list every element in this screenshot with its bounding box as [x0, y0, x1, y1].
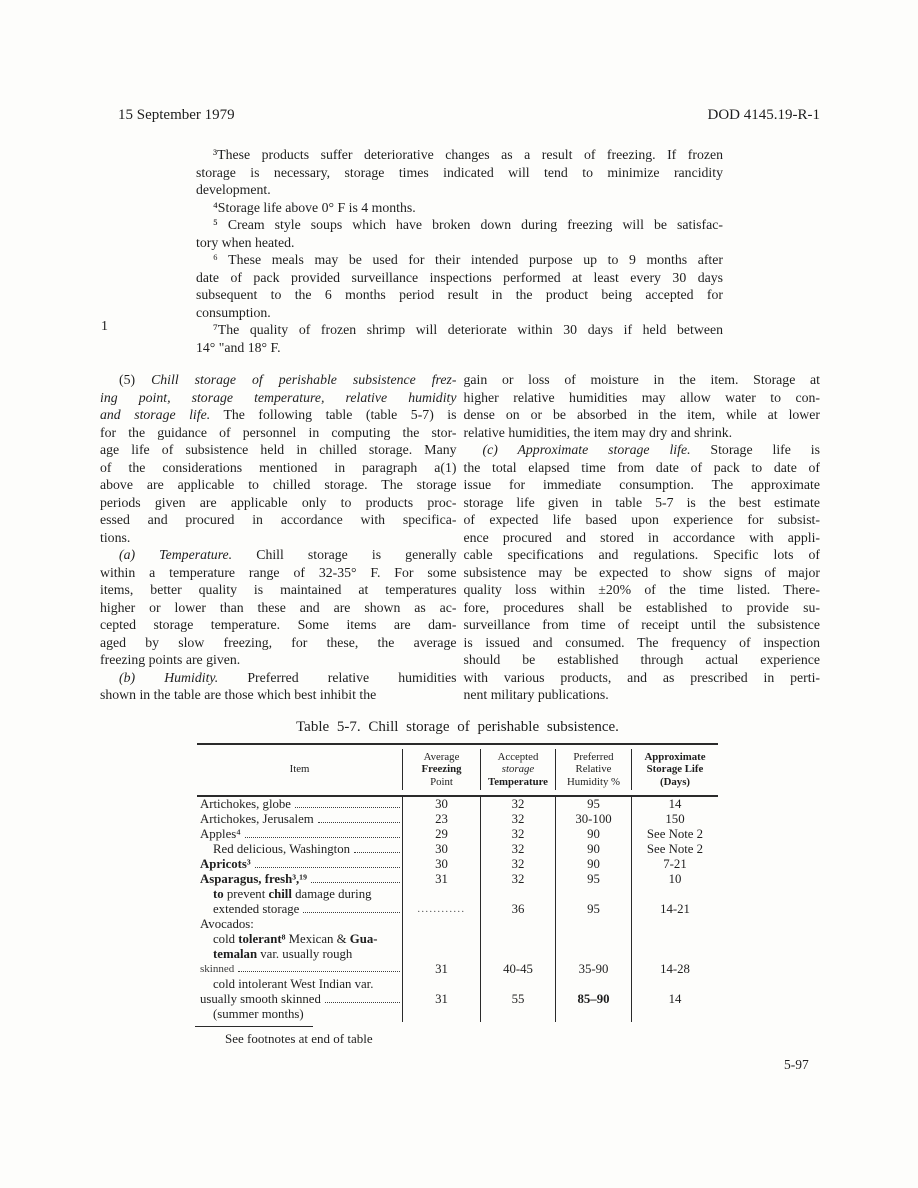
- table-section: [197, 719, 718, 1047]
- table-body: [197, 797, 718, 1022]
- item-text: skinned: [200, 963, 235, 975]
- text-line: storage is necessary, storage times indicated will tend to minimize rancidity: [196, 164, 723, 180]
- value-cell: [480, 812, 555, 827]
- value-text: 35-90: [578, 962, 609, 976]
- item-cell: [197, 857, 402, 872]
- value-cell: [631, 827, 718, 842]
- text-line: should be established through actual experience: [463, 652, 820, 667]
- column-left: [100, 371, 457, 704]
- item-cell: [197, 887, 402, 917]
- item-cell: [197, 812, 402, 827]
- header-line: Storage Life: [646, 763, 704, 776]
- table-footnote-rule: [195, 1026, 313, 1027]
- text-line: ³These products suffer deteriorative changes as a result of freezing. If frozen: [213, 147, 723, 162]
- table-row: [197, 887, 718, 917]
- value-cell: [402, 842, 480, 857]
- item-cell: [197, 827, 402, 842]
- text-line: age life of subsistence held in chilled storage. Many: [100, 442, 457, 457]
- text-line: for the guidance of personnel in computing the stor-: [100, 424, 457, 440]
- item-text: Apricots³: [200, 857, 251, 871]
- text-line: (5) Chill storage of perishable subsistence frez-: [119, 372, 457, 387]
- text-line: items, better quality is maintained at temperatures: [100, 582, 457, 597]
- page-header: [118, 107, 820, 124]
- value-text: 32: [511, 842, 525, 856]
- header-cell: [555, 749, 631, 790]
- footnote-item: [196, 146, 723, 199]
- text-line: subsequent to the 6 months period result in the product being accepted for: [196, 287, 723, 302]
- value-text: 95: [587, 872, 600, 886]
- table-row: [197, 917, 718, 932]
- item-text: Apples⁴: [200, 827, 241, 841]
- item-line: [200, 992, 401, 1007]
- item-line: [200, 857, 401, 872]
- item-line: [200, 932, 401, 947]
- value-text: 150: [665, 812, 685, 826]
- dot-leader: [255, 867, 400, 868]
- dot-leader: [325, 1002, 400, 1003]
- value-cell: [555, 842, 631, 857]
- value-text: 32: [511, 797, 525, 811]
- value-text: 31: [435, 992, 448, 1006]
- value-text: 14-21: [660, 902, 690, 916]
- table-footnote: See footnotes at end of table: [225, 1031, 373, 1046]
- value-cell: [480, 842, 555, 857]
- dot-leader: [238, 971, 400, 972]
- text-line: aged by slow freezing, for these, the average: [100, 634, 457, 650]
- value-cell: [555, 797, 631, 812]
- value-text: 36: [511, 902, 525, 916]
- text-line: cepted storage temperature. Some items are dam-: [100, 617, 457, 632]
- text-line: storage life given in table 5-7 is the best estimate: [463, 494, 820, 510]
- value-text: 23: [435, 812, 448, 826]
- text-line: higher relative humidities may allow water to con-: [463, 389, 820, 405]
- item-line: [200, 977, 401, 992]
- item-line: [200, 827, 401, 842]
- value-cell: [631, 872, 718, 887]
- value-cell: [555, 827, 631, 842]
- item-text: Asparagus, fresh³,¹⁹: [200, 872, 307, 886]
- value-cell: [555, 977, 631, 1022]
- header-cell: [402, 749, 480, 790]
- value-cell: [631, 977, 718, 1022]
- value-cell: [480, 827, 555, 842]
- text-line: freezing points are given.: [100, 652, 241, 667]
- footnote-item: [196, 216, 723, 251]
- header-line: Average: [423, 750, 460, 763]
- change-marker: 1: [101, 319, 108, 334]
- value-text: See Note 2: [646, 842, 704, 856]
- text-line: ing point, storage temperature, relative humidity: [100, 389, 457, 405]
- item-cell: [197, 917, 402, 932]
- text-line: higher or lower than these and are shown as ac-: [100, 599, 457, 615]
- value-cell: [480, 932, 555, 977]
- text-line: within a temperature range of 32-35° F. For some: [100, 564, 457, 580]
- item-text: (summer months): [213, 1007, 304, 1021]
- text-line: ⁶ These meals may be used for their intended purpose up to 9 months after: [213, 252, 723, 267]
- header-line: Temperature: [488, 775, 548, 788]
- item-line: [200, 902, 401, 917]
- value-text: 32: [511, 812, 525, 826]
- text-line: of expected life based upon experience for subsist-: [463, 512, 820, 527]
- value-text: 14-28: [660, 962, 690, 976]
- table-header-row: [197, 745, 718, 797]
- paragraph: [100, 546, 457, 669]
- value-text: 32: [511, 857, 525, 871]
- text-line: of the considerations mentioned in paragraph a(1): [100, 459, 457, 475]
- value-text: 30: [435, 842, 448, 856]
- item-text: Artichokes, globe: [200, 797, 291, 811]
- value-text: 7-21: [663, 857, 687, 871]
- header-line: Point: [430, 775, 453, 788]
- text-line: subsistence may be expected to show signs of major: [463, 564, 820, 580]
- value-cell: [402, 827, 480, 842]
- text-line: ⁵ Cream style soups which have broken down during freezing will be satisfac-: [213, 217, 723, 232]
- value-cell: [555, 917, 631, 932]
- value-cell: [402, 857, 480, 872]
- text-line: is issued and consumed. The frequency of inspection: [463, 634, 820, 650]
- text-line: tory when heated.: [196, 234, 295, 250]
- text-line: ence procured and stored in accordance with appli-: [463, 529, 820, 545]
- value-cell: [480, 977, 555, 1022]
- table-row: [197, 797, 718, 812]
- value-cell: [402, 797, 480, 812]
- header-line: Accepted: [497, 750, 539, 763]
- text-line: quality loss within ±20% of the time listed. There-: [463, 582, 820, 597]
- value-cell: [555, 872, 631, 887]
- table-row: [197, 977, 718, 1022]
- text-line: consumption.: [196, 304, 271, 320]
- value-text: ............: [417, 904, 466, 915]
- value-text: 85–90: [577, 992, 610, 1006]
- value-text: 90: [587, 827, 600, 841]
- value-text: 29: [435, 827, 448, 841]
- text-line: above are applicable to chilled storage. The storage: [100, 477, 457, 492]
- value-text: 95: [587, 902, 600, 916]
- text-line: surveillance from time of receipt until the subsistence: [463, 617, 820, 632]
- item-cell: [197, 872, 402, 887]
- item-line: [200, 842, 401, 857]
- value-cell: [402, 977, 480, 1022]
- header-line: Approximate: [644, 750, 706, 763]
- value-text: 31: [435, 962, 448, 976]
- item-cell: [197, 977, 402, 1022]
- item-text: to prevent chill damage during: [213, 887, 372, 901]
- column-right: [464, 371, 821, 704]
- value-cell: [480, 857, 555, 872]
- table-row: [197, 842, 718, 857]
- item-text: extended storage: [213, 902, 300, 916]
- text-line: and storage life. The following table (table 5-7) is: [100, 407, 457, 422]
- text-line: essed and procured in accordance with specifica-: [100, 512, 457, 527]
- dot-leader: [245, 837, 400, 838]
- text-line: (c) Approximate storage life. Storage life is: [482, 442, 820, 457]
- header-line: (Days): [660, 775, 690, 788]
- text-line: tions.: [100, 529, 131, 545]
- table-row: [197, 812, 718, 827]
- page-number: 5-97: [784, 1057, 809, 1072]
- value-cell: [402, 812, 480, 827]
- item-text: usually smooth skinned: [200, 992, 321, 1006]
- table-row: [197, 827, 718, 842]
- value-text: 90: [587, 842, 600, 856]
- value-cell: [480, 872, 555, 887]
- text-line: the total elapsed time from date of pack to date of: [463, 459, 820, 475]
- value-cell: [631, 857, 718, 872]
- item-cell: [197, 932, 402, 977]
- paragraph: [464, 371, 821, 441]
- text-line: dense on or be absorbed in the item, while at lower: [463, 407, 820, 422]
- item-text: Artichokes, Jerusalem: [200, 812, 314, 826]
- text-line: relative humidities, the item may dry and shrink.: [463, 424, 733, 440]
- item-text: temalan var. usually rough: [213, 947, 353, 961]
- value-text: 95: [587, 797, 600, 811]
- value-text: 10: [668, 872, 682, 886]
- text-line: development.: [196, 182, 271, 197]
- value-cell: [555, 857, 631, 872]
- value-text: See Note 2: [646, 827, 704, 841]
- item-text: cold intolerant West Indian var.: [213, 977, 374, 991]
- paragraph: [464, 441, 821, 704]
- value-cell: [402, 917, 480, 932]
- footnote-item: [196, 321, 723, 356]
- value-text: 30: [435, 857, 448, 871]
- footnote-item: [196, 199, 723, 217]
- value-cell: [402, 872, 480, 887]
- value-cell: [402, 932, 480, 977]
- value-cell: [631, 917, 718, 932]
- footnote-block: [196, 146, 723, 356]
- text-line: nent military publications.: [463, 687, 609, 702]
- table-title: Table 5-7. Chill storage of perishable subsistence.: [296, 719, 619, 735]
- item-text: Red delicious, Washington: [213, 842, 350, 856]
- dot-leader: [311, 882, 400, 883]
- value-cell: [555, 812, 631, 827]
- item-line: [200, 797, 401, 812]
- header-line: Preferred: [573, 750, 614, 763]
- paragraph: [100, 669, 457, 704]
- table-row: [197, 872, 718, 887]
- item-cell: [197, 797, 402, 812]
- footnote-item: [196, 251, 723, 321]
- value-cell: [631, 887, 718, 917]
- header-line: Relative: [575, 763, 612, 776]
- header-doc-number: DOD 4145.19-R-1: [707, 107, 820, 123]
- item-line: [200, 962, 401, 977]
- value-text: 14: [668, 992, 682, 1006]
- text-line: gain or loss of moisture in the item. Storage at: [463, 372, 820, 387]
- table-row: [197, 932, 718, 977]
- dot-leader: [318, 822, 400, 823]
- table-row: [197, 857, 718, 872]
- text-line: date of pack provided surveillance inspections performed at least every 30 days: [196, 269, 723, 285]
- value-cell: [480, 797, 555, 812]
- text-line: issue for immediate consumption. The approximate: [463, 477, 820, 492]
- header-cell: [631, 749, 718, 790]
- item-line: [200, 1007, 401, 1022]
- header-line: Humidity %: [566, 775, 621, 788]
- value-text: 31: [435, 872, 448, 886]
- text-line: fore, procedures shall be established to provide su-: [463, 599, 820, 615]
- value-cell: [402, 887, 480, 917]
- value-cell: [631, 812, 718, 827]
- value-cell: [555, 932, 631, 977]
- header-line: storage: [501, 763, 535, 776]
- value-text: 14: [668, 797, 682, 811]
- text-line: (a) Temperature. Chill storage is generally: [119, 547, 457, 562]
- storage-table: [197, 743, 718, 1022]
- header-line: Freezing: [421, 763, 462, 776]
- text-line: shown in the table are those which best inhibit the: [100, 687, 377, 702]
- text-line: ⁷The quality of frozen shrimp will deteriorate within 30 days if held between: [213, 322, 723, 337]
- item-text: Avocados:: [200, 917, 254, 931]
- body-columns: [100, 371, 820, 704]
- value-text: 30-100: [575, 812, 612, 826]
- header-date: 15 September 1979: [118, 107, 235, 123]
- value-text: 32: [511, 872, 525, 886]
- value-text: 90: [587, 857, 600, 871]
- dot-leader: [303, 912, 400, 913]
- dot-leader: [295, 807, 400, 808]
- value-cell: [631, 842, 718, 857]
- text-line: (b) Humidity. Preferred relative humidities: [119, 669, 457, 685]
- value-cell: [631, 797, 718, 812]
- item-line: [200, 947, 401, 962]
- value-cell: [555, 887, 631, 917]
- item-line: [200, 812, 401, 827]
- value-text: 55: [511, 992, 525, 1006]
- item-line: [200, 887, 401, 902]
- header-cell: [480, 749, 555, 790]
- value-cell: [480, 917, 555, 932]
- text-line: periods given are applicable only to products proc-: [100, 494, 457, 510]
- item-cell: [197, 842, 402, 857]
- paragraph: [100, 371, 457, 546]
- value-text: 30: [435, 797, 448, 811]
- text-line: cable specifications and regulations. Specific lots of: [463, 547, 820, 562]
- text-line: ⁴Storage life above 0° F is 4 months.: [213, 199, 416, 215]
- header-line: Item: [289, 763, 310, 776]
- item-line: [200, 872, 401, 887]
- text-line: with various products, and as prescribed in perti-: [463, 669, 820, 685]
- value-cell: [480, 887, 555, 917]
- header-cell: [197, 749, 402, 790]
- dot-leader: [354, 852, 400, 853]
- value-text: 40-45: [503, 962, 533, 976]
- item-line: [200, 917, 401, 932]
- value-cell: [631, 932, 718, 977]
- item-text: cold tolerant⁸ Mexican & Gua-: [213, 932, 378, 946]
- text-line: 14° "and 18° F.: [196, 339, 281, 355]
- value-text: 32: [511, 827, 525, 841]
